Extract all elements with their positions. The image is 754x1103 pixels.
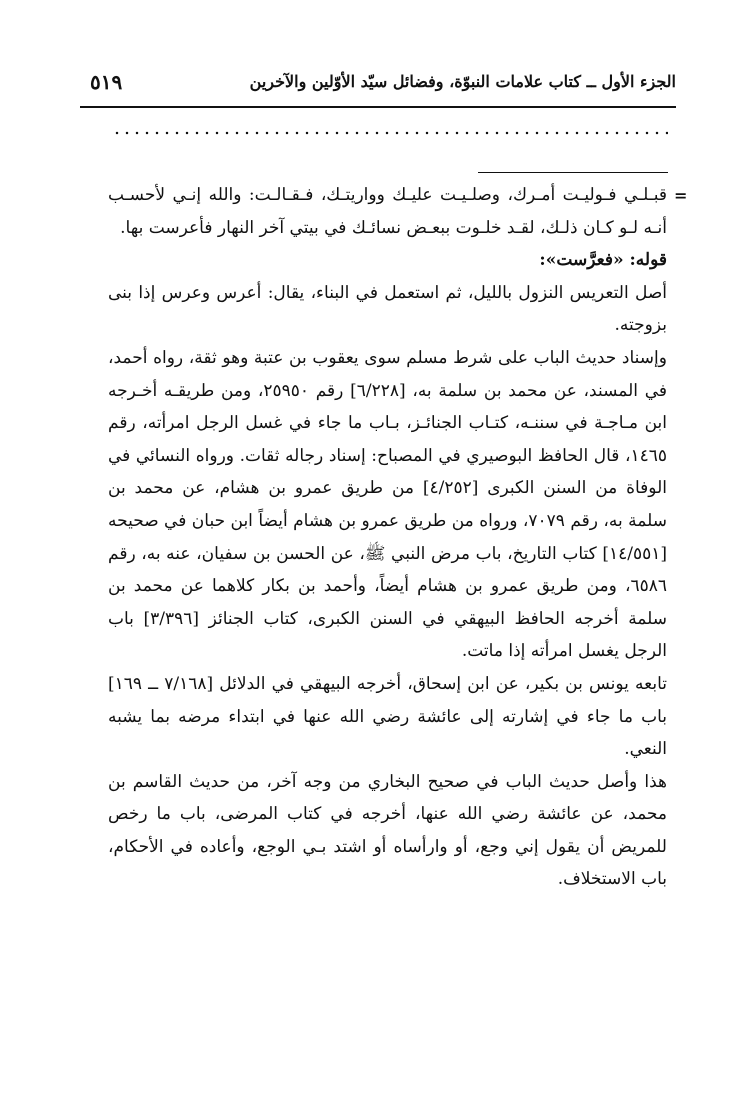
- paragraph: تابعه يونس بن بكير، عن ابن إسحاق، أخرجه البيهقي في الدلائل [٧/١٦٨ ــ ١٦٩] باب ما جاء في إشارته إلى عائشة رضي الله عنها في ابتداء مرضه بما يشبه النعي.: [108, 673, 667, 760]
- paragraph: أصل التعريس النزول بالليل، ثم استعمل في البناء، يقال: أعرس وعرس إذا بنى بزوجته.: [108, 282, 667, 336]
- running-title: الجزء الأول ــ كتاب علامات النبوّة، وفضائل سيّد الأوّلين والآخرين: [249, 72, 676, 91]
- header-rule: [80, 106, 676, 108]
- paragraph: قبـلـي فـوليـت أمـرك، وصلـيـت عليـك وواريتـك، فـقـالـت: والله إنـي لأحسـب أنـه لـو كـان ذلـك، لقـد خلـوت ببعـض نسائـك في بيتي آخر النهار فأعرست بها.: [108, 185, 667, 238]
- page-number: ٥١٩: [90, 70, 123, 94]
- continuation-mark: =: [674, 186, 688, 205]
- dotted-separator: [112, 131, 668, 135]
- paragraph: وإسناد حديث الباب على شرط مسلم سوى يعقوب بن عتبة وهو ثقة، رواه أحمد، في المسند، عن محمد بن سلمة به، [٦/٢٢٨] رقم ٢٥٩٥٠، ومن طريقـه أخـرجه ابن مـاجـة في سننـه، كتـاب الجنائـز، بـاب ما جاء في غسل الرجل امرأته، رقم ١٤٦٥، قال الحافظ البوصيري في المصباح: إسناد رجاله ثقات. ورواه النسائي في الوفاة من السنن الكبرى [٤/٢٥٢] من طريق عمرو بن هشام، عن محمد بن سلمة به، رقم ٧٠٧٩، ورواه من طريق عمرو بن هشام أيضاً ابن حبان في صحيحه [١٤/٥٥١] كتاب التاريخ، باب مرض النبي ﷺ، عن الحسن بن سفيان، عنه به، رقم ٦٥٨٦، ومن طريق عمرو بن هشام أيضاً، وأحمد بن بكار كلاهما عن محمد بن سلمة أخرجه الحافظ البيهقي في السنن الكبرى، كتاب الجنائز [٣/٣٩٦] باب الرجل يغسل امرأته إذا ماتت.: [108, 347, 668, 662]
- paragraph-heading: قوله: «فعرَّست»:: [539, 250, 667, 271]
- footnote-rule: [478, 172, 668, 173]
- paragraph: هذا وأصل حديث الباب في صحيح البخاري من وجه آخر، من حديث القاسم بن محمد، عن عائشة رضي الله عنها، أخرجه في كتاب المرضى، باب ما رخص للمريض أن يقول إني وجع، أو وارأساه أو اشتد بـي الوجع، وأعاده في الأحكام، باب الاستخلاف.: [108, 771, 667, 890]
- footnote-body: [108, 179, 667, 896]
- page-header: [80, 66, 676, 106]
